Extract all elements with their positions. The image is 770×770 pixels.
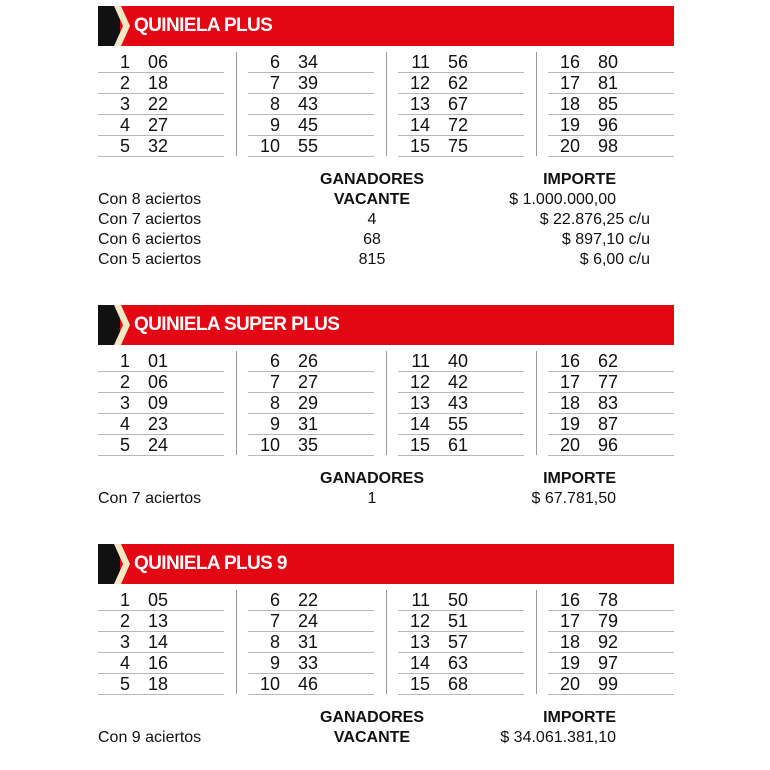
prize-header <box>98 708 674 728</box>
column-divider <box>386 590 387 694</box>
drawn-number: 26 <box>298 351 319 371</box>
position-number: 2 <box>119 372 130 392</box>
drawn-number: 63 <box>448 653 469 673</box>
position-number: 15 <box>409 136 430 156</box>
drawn-number: 75 <box>448 136 469 156</box>
chevron-icon <box>112 305 132 345</box>
drawn-number: 42 <box>448 372 469 392</box>
lottery-section <box>98 6 674 270</box>
lottery-section <box>98 544 674 748</box>
number-row <box>548 52 674 73</box>
numbers-column <box>398 351 524 456</box>
number-row <box>98 136 224 157</box>
position-number: 20 <box>559 136 580 156</box>
chevron-icon <box>112 6 132 46</box>
drawn-number: 55 <box>298 136 319 156</box>
number-row <box>248 372 374 393</box>
number-row <box>548 611 674 632</box>
position-number: 20 <box>559 435 580 455</box>
drawn-number: 18 <box>148 674 169 694</box>
drawn-number: 87 <box>598 414 619 434</box>
number-row <box>98 611 224 632</box>
aciertos-label: Con 5 aciertos <box>98 251 202 268</box>
number-row <box>548 435 674 456</box>
position-number: 3 <box>119 393 130 413</box>
number-row <box>248 653 374 674</box>
number-row <box>548 393 674 414</box>
aciertos-label: Con 7 aciertos <box>98 490 202 507</box>
number-row <box>548 115 674 136</box>
numbers-column <box>98 52 224 157</box>
position-number: 10 <box>259 136 280 156</box>
number-row <box>398 73 524 94</box>
drawn-number: 27 <box>298 372 319 392</box>
position-number: 7 <box>269 372 280 392</box>
number-row <box>98 73 224 94</box>
position-number: 19 <box>559 653 580 673</box>
winners-count: 1 <box>367 490 377 507</box>
number-row <box>248 632 374 653</box>
number-row <box>398 136 524 157</box>
number-row <box>248 414 374 435</box>
number-row <box>548 136 674 157</box>
prize-header <box>98 469 674 489</box>
number-row <box>248 52 374 73</box>
position-number: 17 <box>559 372 580 392</box>
prize-amount: $ 34.061.381,10 <box>500 729 616 746</box>
number-row <box>248 351 374 372</box>
column-divider <box>536 52 537 156</box>
numbers-grid <box>98 590 674 694</box>
number-row <box>98 115 224 136</box>
ganadores-header: GANADORES <box>320 171 425 188</box>
column-divider <box>236 590 237 694</box>
drawn-number: 22 <box>148 94 169 114</box>
drawn-number: 72 <box>448 115 469 135</box>
position-number: 18 <box>559 94 580 114</box>
position-number: 13 <box>409 632 430 652</box>
number-row <box>398 351 524 372</box>
drawn-number: 35 <box>298 435 319 455</box>
number-row <box>248 674 374 695</box>
drawn-number: 92 <box>598 632 619 652</box>
position-number: 1 <box>119 52 130 72</box>
number-row <box>548 372 674 393</box>
winners-count: VACANTE <box>333 191 411 208</box>
number-row <box>248 73 374 94</box>
number-row <box>248 136 374 157</box>
number-row <box>98 52 224 73</box>
numbers-column <box>398 590 524 695</box>
position-number: 15 <box>409 674 430 694</box>
number-row <box>398 393 524 414</box>
position-number: 6 <box>269 52 280 72</box>
number-row <box>98 632 224 653</box>
drawn-number: 34 <box>298 52 319 72</box>
numbers-column <box>398 52 524 157</box>
aciertos-label: Con 8 aciertos <box>98 191 202 208</box>
drawn-number: 24 <box>298 611 319 631</box>
drawn-number: 16 <box>148 653 169 673</box>
drawn-number: 97 <box>598 653 619 673</box>
drawn-number: 14 <box>148 632 169 652</box>
ganadores-header: GANADORES <box>320 709 425 726</box>
number-row <box>98 414 224 435</box>
number-row <box>548 94 674 115</box>
number-row <box>398 414 524 435</box>
drawn-number: 18 <box>148 73 169 93</box>
prize-row <box>98 728 674 748</box>
number-row <box>548 73 674 94</box>
section-banner <box>98 6 674 46</box>
numbers-column <box>548 590 674 695</box>
column-divider <box>386 351 387 455</box>
prize-table <box>98 170 674 270</box>
number-row <box>398 115 524 136</box>
position-number: 9 <box>269 115 280 135</box>
drawn-number: 85 <box>598 94 619 114</box>
ganadores-header: GANADORES <box>320 470 425 487</box>
position-number: 1 <box>119 351 130 371</box>
numbers-column <box>248 52 374 157</box>
drawn-number: 98 <box>598 136 619 156</box>
position-number: 9 <box>269 414 280 434</box>
position-number: 7 <box>269 73 280 93</box>
position-number: 2 <box>119 611 130 631</box>
drawn-number: 79 <box>598 611 619 631</box>
column-divider <box>536 590 537 694</box>
prize-header <box>98 170 674 190</box>
drawn-number: 83 <box>598 393 619 413</box>
position-number: 14 <box>409 414 430 434</box>
prize-row <box>98 230 674 250</box>
prize-row <box>98 250 674 270</box>
drawn-number: 62 <box>448 73 469 93</box>
position-number: 8 <box>269 632 280 652</box>
numbers-grid <box>98 52 674 156</box>
drawn-number: 55 <box>448 414 469 434</box>
number-row <box>98 674 224 695</box>
position-number: 3 <box>119 94 130 114</box>
drawn-number: 29 <box>298 393 319 413</box>
winners-count: 68 <box>363 231 381 248</box>
number-row <box>98 435 224 456</box>
drawn-number: 45 <box>298 115 319 135</box>
prize-table <box>98 708 674 748</box>
number-row <box>248 94 374 115</box>
lottery-section <box>98 305 674 509</box>
aciertos-label: Con 9 aciertos <box>98 729 202 746</box>
position-number: 8 <box>269 393 280 413</box>
number-row <box>248 611 374 632</box>
position-number: 4 <box>119 414 130 434</box>
position-number: 5 <box>119 435 130 455</box>
drawn-number: 80 <box>598 52 619 72</box>
position-number: 16 <box>559 52 580 72</box>
position-number: 12 <box>409 73 430 93</box>
position-number: 15 <box>409 435 430 455</box>
chevron-icon <box>112 544 132 584</box>
drawn-number: 43 <box>298 94 319 114</box>
drawn-number: 06 <box>148 52 169 72</box>
drawn-number: 43 <box>448 393 469 413</box>
position-number: 20 <box>559 674 580 694</box>
position-number: 4 <box>119 653 130 673</box>
position-number: 19 <box>559 414 580 434</box>
winners-count: 4 <box>367 211 377 228</box>
number-row <box>398 653 524 674</box>
number-row <box>548 674 674 695</box>
drawn-number: 05 <box>148 590 169 610</box>
number-row <box>98 653 224 674</box>
position-number: 16 <box>559 590 580 610</box>
position-number: 11 <box>411 351 430 371</box>
column-divider <box>536 351 537 455</box>
drawn-number: 62 <box>598 351 619 371</box>
position-number: 10 <box>259 674 280 694</box>
drawn-number: 39 <box>298 73 319 93</box>
number-row <box>548 351 674 372</box>
number-row <box>98 393 224 414</box>
section-banner <box>98 544 674 584</box>
position-number: 5 <box>119 674 130 694</box>
number-row <box>398 632 524 653</box>
drawn-number: 67 <box>448 94 469 114</box>
column-divider <box>236 52 237 156</box>
aciertos-label: Con 7 aciertos <box>98 211 202 228</box>
drawn-number: 13 <box>148 611 169 631</box>
section-title: QUINIELA PLUS <box>134 15 273 36</box>
number-row <box>398 52 524 73</box>
numbers-column <box>548 52 674 157</box>
position-number: 9 <box>269 653 280 673</box>
number-row <box>398 372 524 393</box>
number-row <box>548 414 674 435</box>
prize-amount: $ 6,00 c/u <box>579 251 650 268</box>
aciertos-label: Con 6 aciertos <box>98 231 202 248</box>
prize-row <box>98 489 674 509</box>
section-banner <box>98 305 674 345</box>
position-number: 13 <box>409 94 430 114</box>
position-number: 6 <box>269 590 280 610</box>
drawn-number: 68 <box>448 674 469 694</box>
numbers-grid <box>98 351 674 455</box>
position-number: 18 <box>559 393 580 413</box>
number-row <box>98 590 224 611</box>
section-title: QUINIELA SUPER PLUS <box>134 314 340 335</box>
position-number: 8 <box>269 94 280 114</box>
winners-count: VACANTE <box>333 729 411 746</box>
numbers-column <box>548 351 674 456</box>
importe-header: IMPORTE <box>543 470 616 487</box>
section-title: QUINIELA PLUS 9 <box>134 553 287 574</box>
position-number: 3 <box>119 632 130 652</box>
prize-table <box>98 469 674 509</box>
position-number: 7 <box>269 611 280 631</box>
drawn-number: 06 <box>148 372 169 392</box>
drawn-number: 61 <box>448 435 469 455</box>
position-number: 18 <box>559 632 580 652</box>
number-row <box>398 590 524 611</box>
position-number: 12 <box>409 611 430 631</box>
drawn-number: 23 <box>148 414 169 434</box>
number-row <box>98 351 224 372</box>
drawn-number: 40 <box>448 351 469 371</box>
drawn-number: 99 <box>598 674 619 694</box>
importe-header: IMPORTE <box>543 171 616 188</box>
drawn-number: 46 <box>298 674 319 694</box>
drawn-number: 09 <box>148 393 169 413</box>
position-number: 12 <box>409 372 430 392</box>
position-number: 16 <box>559 351 580 371</box>
numbers-column <box>248 351 374 456</box>
number-row <box>98 94 224 115</box>
prize-amount: $ 1.000.000,00 <box>509 191 616 208</box>
drawn-number: 22 <box>298 590 319 610</box>
position-number: 2 <box>119 73 130 93</box>
number-row <box>548 590 674 611</box>
winners-count: 815 <box>358 251 386 268</box>
number-row <box>248 435 374 456</box>
numbers-column <box>98 590 224 695</box>
number-row <box>548 632 674 653</box>
drawn-number: 24 <box>148 435 169 455</box>
position-number: 11 <box>411 52 430 72</box>
position-number: 1 <box>119 590 130 610</box>
drawn-number: 31 <box>298 414 319 434</box>
column-divider <box>236 351 237 455</box>
drawn-number: 96 <box>598 435 619 455</box>
number-row <box>398 611 524 632</box>
position-number: 14 <box>409 653 430 673</box>
position-number: 4 <box>119 115 130 135</box>
number-row <box>248 115 374 136</box>
drawn-number: 96 <box>598 115 619 135</box>
drawn-number: 33 <box>298 653 319 673</box>
number-row <box>398 435 524 456</box>
position-number: 5 <box>119 136 130 156</box>
prize-amount: $ 897,10 c/u <box>561 231 650 248</box>
drawn-number: 56 <box>448 52 469 72</box>
drawn-number: 32 <box>148 136 169 156</box>
drawn-number: 51 <box>448 611 469 631</box>
column-divider <box>386 52 387 156</box>
position-number: 13 <box>409 393 430 413</box>
drawn-number: 57 <box>448 632 469 652</box>
numbers-column <box>98 351 224 456</box>
number-row <box>98 372 224 393</box>
position-number: 14 <box>409 115 430 135</box>
numbers-column <box>248 590 374 695</box>
drawn-number: 31 <box>298 632 319 652</box>
number-row <box>398 674 524 695</box>
prize-row <box>98 210 674 230</box>
number-row <box>548 653 674 674</box>
drawn-number: 81 <box>598 73 619 93</box>
position-number: 19 <box>559 115 580 135</box>
prize-amount: $ 22.876,25 c/u <box>539 211 650 228</box>
number-row <box>248 590 374 611</box>
position-number: 11 <box>411 590 430 610</box>
drawn-number: 01 <box>148 351 169 371</box>
position-number: 10 <box>259 435 280 455</box>
drawn-number: 78 <box>598 590 619 610</box>
position-number: 17 <box>559 73 580 93</box>
prize-amount: $ 67.781,50 <box>531 490 616 507</box>
importe-header: IMPORTE <box>543 709 616 726</box>
drawn-number: 27 <box>148 115 169 135</box>
prize-row <box>98 190 674 210</box>
drawn-number: 50 <box>448 590 469 610</box>
number-row <box>248 393 374 414</box>
position-number: 6 <box>269 351 280 371</box>
drawn-number: 77 <box>598 372 619 392</box>
number-row <box>398 94 524 115</box>
position-number: 17 <box>559 611 580 631</box>
